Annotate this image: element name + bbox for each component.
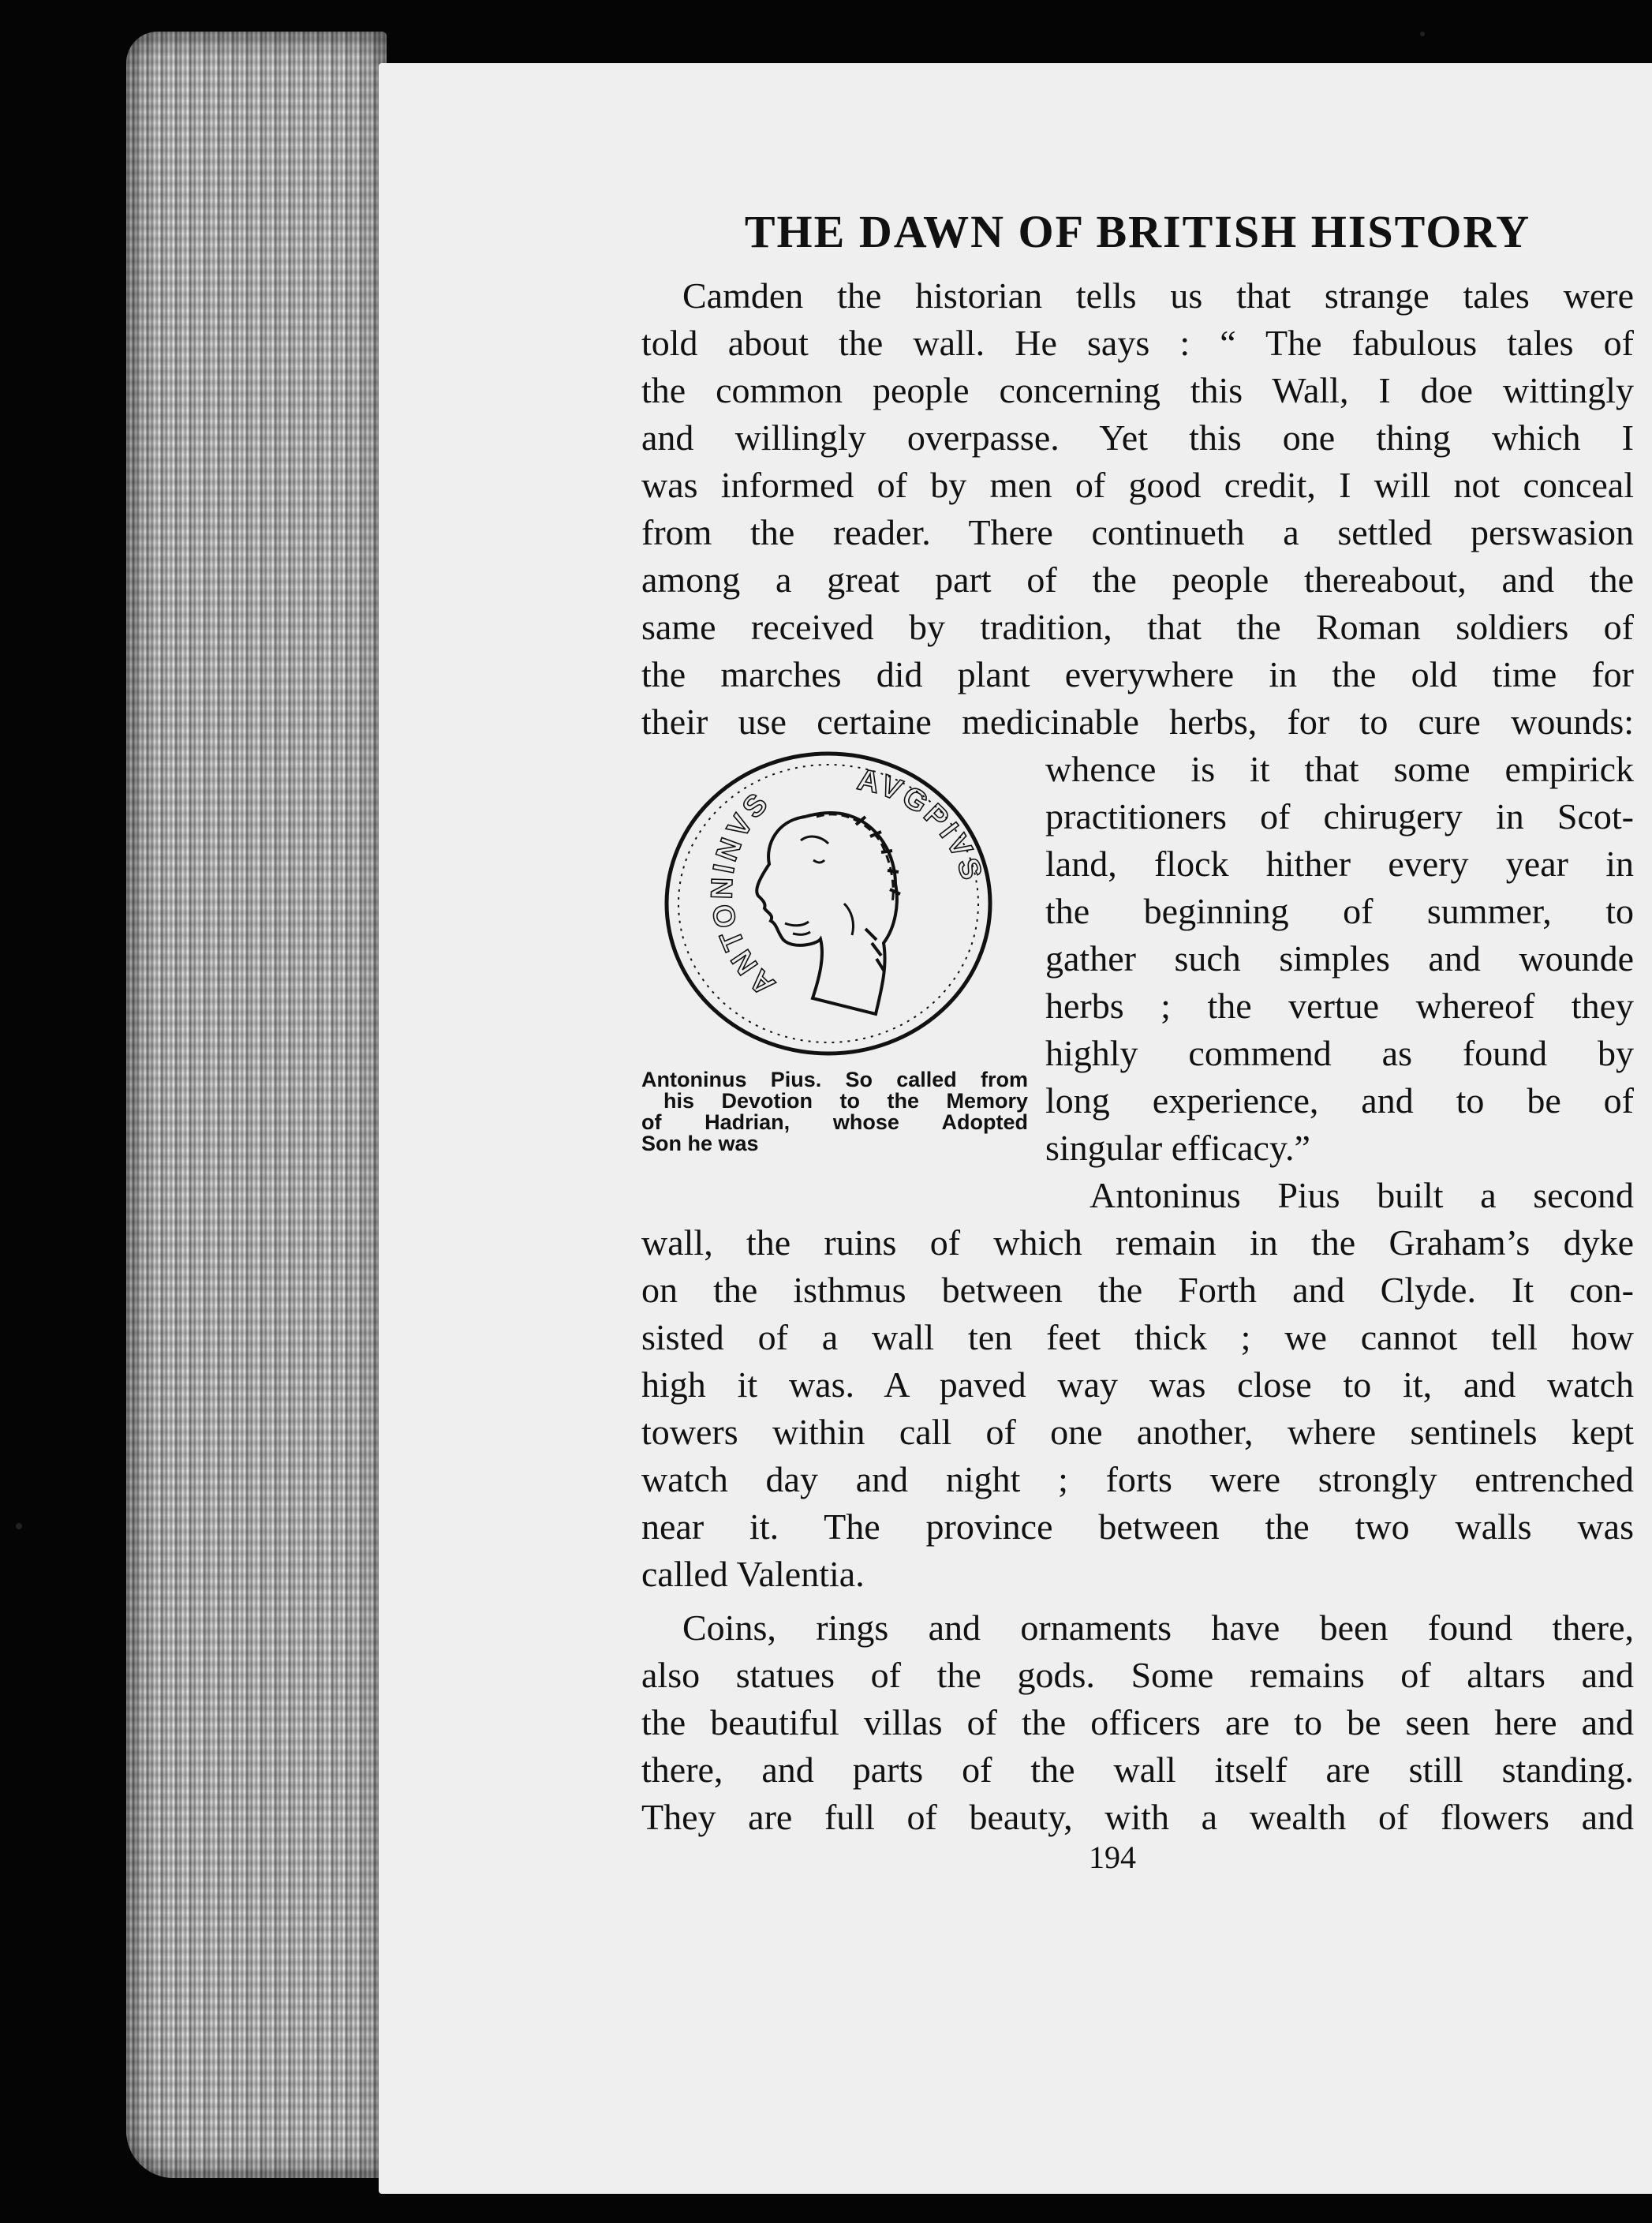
figure-caption bbox=[641, 1069, 1028, 1155]
running-head: THE DAWN OF BRITISH HISTORY bbox=[744, 206, 1531, 257]
text-line: on the isthmus between the Forth and Clyde. It con- bbox=[641, 1270, 1634, 1310]
text-line: Coins, rings and ornaments have been found there, bbox=[682, 1607, 1634, 1648]
caption-line: of Hadrian, whose Adopted bbox=[641, 1110, 1028, 1134]
text-line: Camden the historian tells us that strange tales were bbox=[682, 275, 1634, 316]
coin-legend-right: AVGPIVS bbox=[854, 763, 989, 887]
svg-text:ANTONINVS bbox=[705, 785, 781, 1001]
paragraph-1 bbox=[641, 272, 1634, 746]
coin-figure bbox=[641, 746, 1028, 1155]
text-line: the common people concerning this Wall, I doe wittingly bbox=[641, 370, 1634, 410]
text-line: the marches did plant everywhere in the old time for bbox=[641, 654, 1634, 694]
text-line: their use certaine medicinable herbs, for to cure wounds: bbox=[641, 702, 1634, 742]
text-line: sisted of a wall ten feet thick ; we cannot tell how bbox=[641, 1317, 1634, 1357]
text-line: there, and parts of the wall itself are still standing. bbox=[641, 1750, 1634, 1790]
text-line: also statues of the gods. Some remains of altars and bbox=[641, 1655, 1634, 1695]
text-line: singular efficacy.” bbox=[1045, 1128, 1310, 1168]
caption-line: Antoninus Pius. So called from bbox=[641, 1068, 1028, 1091]
text-line: Antoninus Pius built a second bbox=[1089, 1175, 1634, 1215]
text-line: the beginning of summer, to bbox=[1045, 891, 1634, 931]
text-column bbox=[641, 205, 1634, 1841]
paragraph-2 bbox=[641, 1219, 1634, 1598]
text-line: among a great part of the people thereabout, and the bbox=[641, 559, 1634, 600]
text-line: wall, the ruins of which remain in the Graham’s dyke bbox=[641, 1222, 1634, 1263]
text-line: long experience, and to be of bbox=[1045, 1080, 1634, 1121]
text-line: same received by tradition, that the Roman soldiers of bbox=[641, 607, 1634, 647]
caption-line: his Devotion to the Memory bbox=[663, 1089, 1028, 1113]
text-line: and willingly overpasse. Yet this one thing which I bbox=[641, 417, 1634, 458]
text-line: towers within call of one another, where sentinels kept bbox=[641, 1412, 1634, 1452]
text-line: called Valentia. bbox=[641, 1554, 865, 1594]
figure-wrap-block bbox=[641, 746, 1634, 1219]
text-line: practitioners of chirugery in Scot- bbox=[1045, 796, 1634, 836]
scan-speck bbox=[1420, 32, 1425, 36]
text-line: herbs ; the vertue whereof they bbox=[1045, 986, 1634, 1026]
caption-line: Son he was bbox=[641, 1132, 759, 1155]
text-line: whence is it that some empirick bbox=[1045, 749, 1634, 789]
text-line: gather such simples and wounde bbox=[1045, 938, 1634, 979]
text-line: They are full of beauty, with a wealth of flowers and bbox=[641, 1797, 1634, 1837]
text-line: told about the wall. He says : “ The fabulous tales of bbox=[641, 323, 1634, 363]
text-line: watch day and night ; forts were strongly entrenched bbox=[641, 1459, 1634, 1499]
text-line: land, flock hither every year in bbox=[1045, 844, 1634, 884]
text-line: highly commend as found by bbox=[1045, 1033, 1634, 1073]
coin-legend-left: ANTONINVS bbox=[705, 785, 782, 1002]
book-page-edges bbox=[126, 32, 387, 2178]
text-line: from the reader. There continueth a settled perswasion bbox=[641, 512, 1634, 552]
text-line: near it. The province between the two walls was bbox=[641, 1506, 1634, 1547]
text-line: was informed of by men of good credit, I will not conceal bbox=[641, 465, 1634, 505]
paragraph-1-wrapped-lines bbox=[1045, 746, 1634, 1219]
text-line: high it was. A paved way was close to it, and watch bbox=[641, 1364, 1634, 1405]
text-line: the beautiful villas of the officers are to be seen here and bbox=[641, 1702, 1634, 1742]
page-number: 194 bbox=[1089, 1839, 1136, 1875]
scan-speck bbox=[16, 1523, 22, 1529]
paragraph-3 bbox=[641, 1604, 1634, 1841]
coin-illustration bbox=[659, 746, 1014, 1061]
